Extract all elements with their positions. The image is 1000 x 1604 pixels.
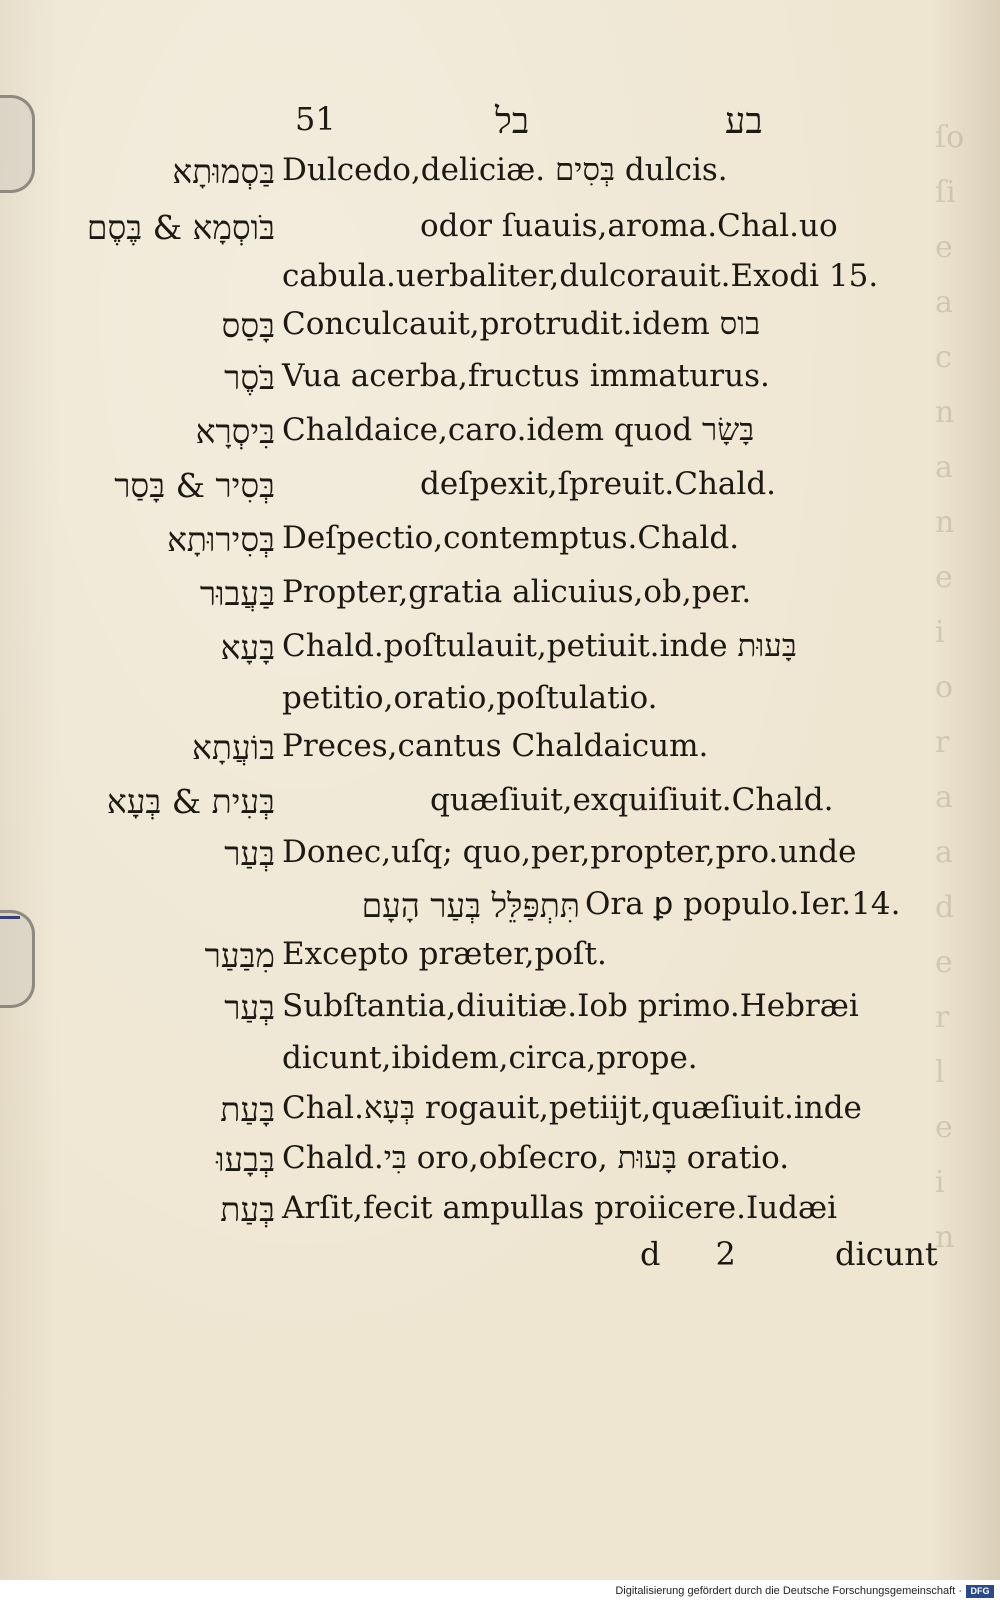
entry-row [0, 886, 1000, 936]
latin-gloss: Deſpectio,contemptus.Chald. [282, 520, 740, 556]
entry-row [0, 1190, 1000, 1240]
signature-letter: d [640, 1235, 661, 1273]
entry-row [0, 782, 1000, 832]
entry-row [0, 520, 1000, 570]
entry-row [0, 358, 1000, 408]
hebrew-lemma: בִּיסְרָא [195, 412, 275, 451]
latin-gloss: Vua acerba,fructus immaturus. [282, 358, 770, 394]
hebrew-lemma: בָּעָא [220, 628, 275, 667]
latin-gloss: quæſiuit,exquiſiuit.Chald. [430, 782, 834, 818]
latin-gloss: Subſtantia,diuitiæ.Iob primo.Hebræi [282, 988, 859, 1024]
latin-gloss: Chald.בִּי oro,obſecro, בָּעוּת oratio. [282, 1140, 790, 1176]
hebrew-lemma: בְּסִירוּתָא [167, 520, 275, 559]
latin-gloss-continued: dicunt,ibidem,circa,prope. [282, 1040, 698, 1076]
hebrew-lemma: בְּעִית & בְּעָא [106, 782, 275, 821]
entry-row [0, 152, 1000, 202]
latin-gloss: Chald.poſtulauit,petiuit.inde בָּעוּת [282, 628, 797, 664]
latin-gloss: Arſit,fecit ampullas proiicere.Iudæi [282, 1190, 838, 1226]
dfg-logo: DFG [966, 1585, 994, 1598]
entry-row [0, 574, 1000, 624]
entry-row [0, 834, 1000, 884]
catchword: dicunt [835, 1235, 938, 1273]
running-head-right: בע [725, 101, 763, 142]
latin-gloss: Donec,uſq; quo,per,propter,pro.unde [282, 834, 857, 870]
latin-gloss: Chaldaice,caro.idem quod בָּשָׂר [282, 412, 755, 448]
digitization-footer [0, 1580, 1000, 1604]
latin-gloss-continued: cabula.uerbaliter,dulcorauit.Exodi 15. [282, 258, 879, 294]
hebrew-lemma: בֹּוסְמָא & בֶּסֶם [86, 208, 275, 247]
entry-row [0, 1140, 1000, 1190]
entry-row [0, 988, 1000, 1038]
entry-continuation [0, 258, 1000, 308]
hebrew-lemma: מִבַּעַר [204, 936, 275, 975]
running-header [295, 100, 795, 145]
latin-gloss: Preces,cantus Chaldaicum. [282, 728, 709, 764]
hebrew-lemma: בְּסִיר & בָּסַר [114, 466, 275, 505]
hebrew-lemma: בַּסְמוּתָא [172, 152, 275, 191]
signature-mark [640, 1235, 791, 1273]
bleed-through-text: ſo ſi e a c n a n e i o r a a d e r l e i n [935, 120, 965, 1255]
hebrew-lemma: בּוֹעֲתָא [192, 728, 275, 767]
hebrew-lemma: בְּעַר [224, 834, 275, 873]
signature-number: 2 [715, 1235, 736, 1273]
entry-row [0, 306, 1000, 356]
entry-row [0, 208, 1000, 258]
entry-row [0, 728, 1000, 778]
entry-row [0, 466, 1000, 516]
page-number: 51 [295, 100, 336, 138]
hebrew-lemma: בַּעֲבוּר [199, 574, 275, 613]
latin-gloss: Propter,gratia alicuius,ob,per. [282, 574, 752, 610]
latin-gloss: Excepto præter,poſt. [282, 936, 607, 972]
entry-continuation [0, 1040, 1000, 1090]
entry-continuation [0, 680, 1000, 730]
latin-gloss: deſpexit,ſpreuit.Chald. [420, 466, 777, 502]
latin-gloss: Conculcauit,protrudit.idem בוס [282, 306, 761, 342]
latin-gloss: odor ſuauis,aroma.Chal.uo [420, 208, 838, 244]
hebrew-lemma: בָּעַת [220, 1090, 275, 1129]
running-head-left: בל [495, 101, 530, 142]
latin-gloss: Chal.בְּעָא rogauit,petiijt,quæſiuit.inde [282, 1090, 862, 1126]
hebrew-lemma: בֹּסֶר [224, 358, 275, 397]
hebrew-lemma: בָּסַס [221, 306, 275, 345]
latin-gloss-continued: petitio,oratio,poſtulatio. [282, 680, 658, 716]
entry-row [0, 1090, 1000, 1140]
entry-row [0, 628, 1000, 678]
hebrew-lemma: בְּעַת [220, 1190, 275, 1229]
latin-gloss: Ora ꝑ populo.Ier.14. [585, 886, 901, 922]
hebrew-lemma: בְּעַר [224, 988, 275, 1027]
funding-credit: Digitalisierung gefördert durch die Deutsche Forschungsgemeinschaft · [615, 1585, 962, 1597]
hebrew-phrase: תִּתְפַּלֵּל בְּעַר הָעָם [361, 886, 580, 925]
entry-row [0, 936, 1000, 986]
entry-row [0, 412, 1000, 462]
latin-gloss: Dulcedo,deliciæ. בְּסִים dulcis. [282, 152, 728, 188]
hebrew-lemma: בְּבָעוּ [216, 1140, 275, 1179]
